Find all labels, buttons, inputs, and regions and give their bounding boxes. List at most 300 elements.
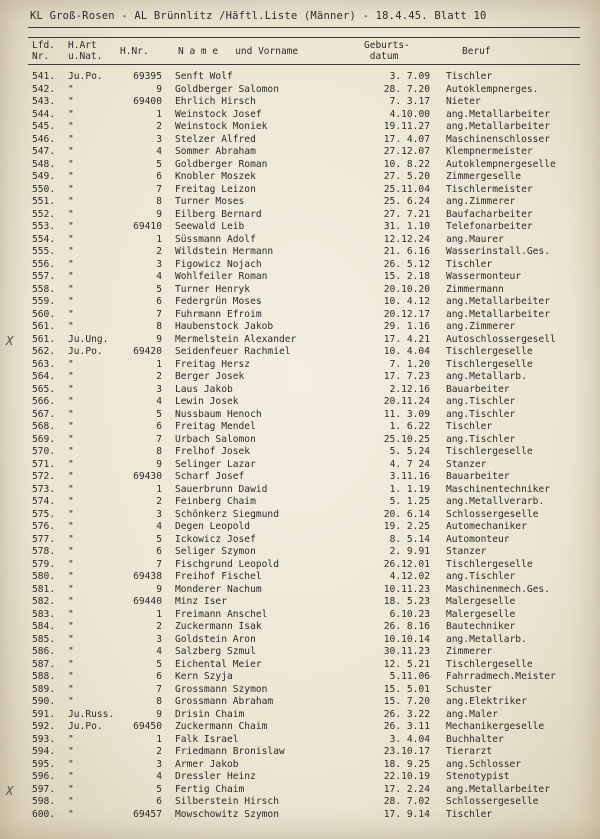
- row-prisoner-number: 9: [156, 208, 162, 220]
- row-category: ": [68, 258, 74, 270]
- row-name: Dressler Heinz: [175, 771, 256, 782]
- margin-mark: X: [6, 334, 14, 348]
- row-prisoner-number: 6: [156, 421, 162, 432]
- row-category: ": [68, 133, 74, 145]
- table-row: [0, 609, 600, 622]
- row-occupation: Bautechniker: [446, 621, 516, 632]
- row-name: Drisin Chaim: [175, 708, 245, 720]
- row-prisoner-number: 9: [156, 83, 162, 95]
- row-occupation: Tischler: [446, 258, 493, 270]
- row-category: ": [68, 171, 74, 182]
- row-category: ": [68, 758, 74, 770]
- row-category: ": [68, 608, 74, 620]
- row-prisoner-number: 2: [156, 496, 162, 507]
- row-prisoner-number: 6: [156, 671, 162, 682]
- row-birth-date: 4.10.00: [389, 108, 430, 120]
- row-name: Urbach Salomon: [175, 433, 256, 445]
- table-row: [0, 384, 600, 397]
- row-prisoner-number: 7: [156, 433, 162, 445]
- row-category: Ju.Po.: [68, 346, 103, 357]
- row-occupation: Schlossergeselle: [446, 508, 539, 520]
- row-name: Stelzer Alfred: [175, 133, 256, 145]
- row-name: Feinberg Chaim: [175, 496, 256, 507]
- row-occupation: Tischlergeselle: [446, 658, 533, 670]
- row-occupation: Maschinenschlosser: [446, 133, 550, 145]
- row-prisoner-number: 69457: [133, 808, 162, 820]
- row-number: 589.: [32, 683, 56, 695]
- column-header-date: Geburts- datum: [364, 40, 410, 62]
- row-occupation: Stanzer: [446, 458, 487, 470]
- row-birth-date: 8. 5.14: [389, 533, 430, 545]
- row-name: Haubenstock Jakob: [175, 321, 274, 332]
- column-header-name: N a m e und Vorname: [178, 46, 299, 57]
- row-category: ": [68, 208, 74, 220]
- column-header-art: H.Art u.Nat.: [68, 40, 103, 62]
- row-category: ": [68, 571, 74, 582]
- row-number: 550.: [32, 183, 56, 195]
- row-category: ": [68, 121, 74, 132]
- row-number: 563.: [32, 358, 56, 370]
- row-number: 573.: [32, 483, 56, 495]
- row-prisoner-number: 3: [156, 258, 162, 270]
- row-category: ": [68, 796, 74, 807]
- row-prisoner-number: 2: [156, 746, 162, 757]
- row-occupation: ang.Metallarbeiter: [446, 121, 550, 132]
- row-number: 562.: [32, 346, 56, 357]
- row-birth-date: 26. 8.16: [383, 621, 430, 632]
- table-row: [0, 371, 600, 384]
- row-prisoner-number: 8: [156, 696, 162, 707]
- row-birth-date: 27. 7.21: [383, 208, 430, 220]
- row-category: ": [68, 296, 74, 307]
- row-category: ": [68, 546, 74, 557]
- row-birth-date: 15. 5.01: [383, 683, 430, 695]
- row-number: 566.: [32, 396, 56, 407]
- row-occupation: Tierarzt: [446, 746, 493, 757]
- row-name: Fertig Chaim: [175, 783, 245, 795]
- row-prisoner-number: 5: [156, 658, 162, 670]
- row-birth-date: 2. 9.91: [389, 546, 430, 557]
- row-prisoner-number: 2: [156, 246, 162, 257]
- row-category: ": [68, 96, 74, 107]
- row-name: Nussbaum Henoch: [175, 408, 262, 420]
- row-birth-date: 5.11.06: [389, 671, 430, 682]
- row-name: Seewald Leib: [175, 221, 245, 232]
- row-category: ": [68, 783, 74, 795]
- table-row: [0, 471, 600, 484]
- row-birth-date: 27. 5.20: [383, 171, 430, 182]
- row-birth-date: 3.11.16: [389, 471, 430, 482]
- prisoner-list: [0, 71, 600, 821]
- row-name: Senft Wolf: [175, 71, 233, 82]
- row-name: Scharf Josef: [175, 471, 245, 482]
- row-name: Mowschowitz Szymon: [175, 808, 279, 820]
- row-prisoner-number: 2: [156, 121, 162, 132]
- row-birth-date: 18. 9.25: [383, 758, 430, 770]
- row-category: ": [68, 596, 74, 607]
- row-occupation: Stanzer: [446, 546, 487, 557]
- row-prisoner-number: 4: [156, 271, 162, 282]
- row-name: Monderer Nachum: [175, 583, 262, 595]
- row-prisoner-number: 69420: [133, 346, 162, 357]
- table-row: [0, 146, 600, 159]
- row-number: 553.: [32, 221, 56, 232]
- row-prisoner-number: 9: [156, 458, 162, 470]
- row-prisoner-number: 1: [156, 608, 162, 620]
- row-name: Minz Iser: [175, 596, 227, 607]
- row-prisoner-number: 3: [156, 633, 162, 645]
- row-prisoner-number: 6: [156, 296, 162, 307]
- row-number: 591.: [32, 708, 56, 720]
- row-prisoner-number: 9: [156, 708, 162, 720]
- row-number: 583.: [32, 608, 56, 620]
- row-prisoner-number: 5: [156, 783, 162, 795]
- row-name: Zuckermann Chaim: [175, 721, 268, 732]
- row-occupation: ang.Zimmerer: [446, 321, 516, 332]
- row-number: 590.: [32, 696, 56, 707]
- table-row: [0, 571, 600, 584]
- row-name: Silberstein Hirsch: [175, 796, 279, 807]
- table-row: [0, 621, 600, 634]
- row-birth-date: 5. 1.25: [389, 496, 430, 507]
- row-name: Laus Jakob: [175, 383, 233, 395]
- row-occupation: ang.Zimmerer: [446, 196, 516, 207]
- row-birth-date: 15. 2.18: [383, 271, 430, 282]
- row-number: 551.: [32, 196, 56, 207]
- table-row: [0, 171, 600, 184]
- table-row: [0, 434, 600, 447]
- row-number: 542.: [32, 83, 56, 95]
- row-name: Zuckermann Isak: [175, 621, 262, 632]
- row-prisoner-number: 8: [156, 321, 162, 332]
- row-birth-date: 7. 1.20: [389, 358, 430, 370]
- row-occupation: Malergeselle: [446, 608, 516, 620]
- row-category: ": [68, 196, 74, 207]
- table-row: [0, 784, 600, 797]
- row-category: ": [68, 383, 74, 395]
- row-prisoner-number: 5: [156, 533, 162, 545]
- row-birth-date: 27.12.07: [383, 146, 430, 157]
- row-prisoner-number: 69440: [133, 596, 162, 607]
- row-number: 576.: [32, 521, 56, 532]
- table-row: [0, 596, 600, 609]
- row-category: ": [68, 371, 74, 382]
- row-number: 564.: [32, 371, 56, 382]
- row-occupation: Schuster: [446, 683, 493, 695]
- table-row: [0, 771, 600, 784]
- row-occupation: Autoklempnerges.: [446, 83, 539, 95]
- row-birth-date: 29. 1.16: [383, 321, 430, 332]
- row-category: ": [68, 583, 74, 595]
- row-number: 561.: [32, 321, 56, 332]
- row-occupation: ang.Metallarbeiter: [446, 108, 550, 120]
- row-name: Seliger Szymon: [175, 546, 256, 557]
- row-occupation: Wasserinstall.Ges.: [446, 246, 550, 257]
- row-occupation: Maschinentechniker: [446, 483, 550, 495]
- row-birth-date: 31. 1.10: [383, 221, 430, 232]
- row-occupation: Tischlergeselle: [446, 558, 533, 570]
- row-number: 555.: [32, 246, 56, 257]
- row-occupation: Tischler: [446, 71, 493, 82]
- row-birth-date: 12. 5.21: [383, 658, 430, 670]
- row-birth-date: 18. 5.23: [383, 596, 430, 607]
- row-birth-date: 25. 6.24: [383, 196, 430, 207]
- row-occupation: Tischler: [446, 421, 493, 432]
- row-name: Süssmann Adolf: [175, 233, 256, 245]
- row-number: 593.: [32, 733, 56, 745]
- row-name: Salzberg Szmul: [175, 646, 256, 657]
- row-birth-date: 21. 6.16: [383, 246, 430, 257]
- row-category: ": [68, 283, 74, 295]
- row-name: Degen Leopold: [175, 521, 251, 532]
- row-name: Fischgrund Leopold: [175, 558, 279, 570]
- row-category: ": [68, 358, 74, 370]
- table-row: [0, 96, 600, 109]
- row-category: ": [68, 496, 74, 507]
- column-header-beruf: Beruf: [462, 46, 491, 57]
- table-row: [0, 396, 600, 409]
- row-occupation: Stenotypist: [446, 771, 510, 782]
- row-category: ": [68, 246, 74, 257]
- row-category: ": [68, 421, 74, 432]
- row-prisoner-number: 4: [156, 521, 162, 532]
- row-number: 546.: [32, 133, 56, 145]
- row-number: 594.: [32, 746, 56, 757]
- row-number: 556.: [32, 258, 56, 270]
- row-prisoner-number: 3: [156, 758, 162, 770]
- table-row: [0, 509, 600, 522]
- row-category: ": [68, 458, 74, 470]
- row-birth-date: 28. 7.20: [383, 83, 430, 95]
- header-bottom-rule: [28, 64, 580, 65]
- row-category: ": [68, 733, 74, 745]
- row-birth-date: 2.12.16: [389, 383, 430, 395]
- table-row: [0, 646, 600, 659]
- row-name: Grossmann Szymon: [175, 683, 268, 695]
- table-row: [0, 721, 600, 734]
- row-number: 597.: [32, 783, 56, 795]
- row-birth-date: 17. 4.21: [383, 333, 430, 345]
- row-occupation: Zimmergeselle: [446, 171, 522, 182]
- row-name: Sommer Abraham: [175, 146, 256, 157]
- row-birth-date: 17. 9.14: [383, 808, 430, 820]
- row-birth-date: 15. 7.20: [383, 696, 430, 707]
- row-prisoner-number: 4: [156, 146, 162, 157]
- row-name: Seidenfeuer Rachmiel: [175, 346, 291, 357]
- row-category: ": [68, 658, 74, 670]
- table-row: [0, 121, 600, 134]
- row-category: ": [68, 471, 74, 482]
- row-category: ": [68, 508, 74, 520]
- row-birth-date: 3. 7.09: [389, 71, 430, 82]
- row-number: 588.: [32, 671, 56, 682]
- row-number: 571.: [32, 458, 56, 470]
- row-category: Ju.Ung.: [68, 333, 109, 345]
- row-birth-date: 19.11.27: [383, 121, 430, 132]
- table-row: [0, 559, 600, 572]
- row-occupation: Bauarbeiter: [446, 383, 510, 395]
- row-category: ": [68, 308, 74, 320]
- row-category: ": [68, 408, 74, 420]
- row-occupation: Zimmermann: [446, 283, 504, 295]
- table-row: [0, 796, 600, 809]
- row-birth-date: 25.11.04: [383, 183, 430, 195]
- row-number: 579.: [32, 558, 56, 570]
- row-occupation: Buchhalter: [446, 733, 504, 745]
- row-prisoner-number: 8: [156, 446, 162, 457]
- row-birth-date: 4.12.02: [389, 571, 430, 582]
- table-row: [0, 696, 600, 709]
- row-prisoner-number: 1: [156, 358, 162, 370]
- row-prisoner-number: 2: [156, 621, 162, 632]
- table-row: [0, 159, 600, 172]
- row-category: ": [68, 771, 74, 782]
- row-occupation: Tischlermeister: [446, 183, 533, 195]
- table-row: [0, 359, 600, 372]
- row-number: 545.: [32, 121, 56, 132]
- table-row: [0, 71, 600, 84]
- table-row: [0, 321, 600, 334]
- row-number: 592.: [32, 721, 56, 732]
- row-occupation: ang.Metallarbeiter: [446, 308, 550, 320]
- row-category: ": [68, 83, 74, 95]
- row-birth-date: 3. 4.04: [389, 733, 430, 745]
- row-birth-date: 6.10.23: [389, 608, 430, 620]
- row-name: Schönkerz Siegmund: [175, 508, 279, 520]
- row-prisoner-number: 1: [156, 233, 162, 245]
- row-birth-date: 28. 7.02: [383, 796, 430, 807]
- row-category: ": [68, 433, 74, 445]
- row-number: 565.: [32, 383, 56, 395]
- row-prisoner-number: 7: [156, 183, 162, 195]
- row-birth-date: 25.10.25: [383, 433, 430, 445]
- row-number: 568.: [32, 421, 56, 432]
- row-name: Ehrlich Hirsch: [175, 96, 256, 107]
- row-prisoner-number: 3: [156, 133, 162, 145]
- row-birth-date: 20.10.20: [383, 283, 430, 295]
- row-birth-date: 1. 6.22: [389, 421, 430, 432]
- row-name: Weinstock Moniek: [175, 121, 268, 132]
- row-birth-date: 11. 3.09: [383, 408, 430, 420]
- row-prisoner-number: 1: [156, 108, 162, 120]
- row-birth-date: 19. 2.25: [383, 521, 430, 532]
- row-name: Federgrün Moses: [175, 296, 262, 307]
- row-prisoner-number: 69438: [133, 571, 162, 582]
- row-number: 561.: [32, 333, 56, 345]
- row-number: 587.: [32, 658, 56, 670]
- row-birth-date: 20.11.24: [383, 396, 430, 407]
- row-name: Wohlfeiler Roman: [175, 271, 268, 282]
- row-number: 574.: [32, 496, 56, 507]
- document-title: KL Groß-Rosen - AL Brünnlitz /Häftl.Liste (Männer) - 18.4.45. Blatt 10: [30, 10, 487, 22]
- row-number: 598.: [32, 796, 56, 807]
- row-name: Freihof Fischel: [175, 571, 262, 582]
- row-number: 558.: [32, 283, 56, 295]
- row-birth-date: 26. 3.11: [383, 721, 430, 732]
- row-occupation: ang.Metallarb.: [446, 371, 527, 382]
- row-birth-date: 10. 4.12: [383, 296, 430, 307]
- margin-mark: X: [6, 784, 14, 798]
- row-category: ": [68, 396, 74, 407]
- table-row: [0, 209, 600, 222]
- row-prisoner-number: 5: [156, 408, 162, 420]
- table-row: [0, 709, 600, 722]
- row-name: Wildstein Hermann: [175, 246, 274, 257]
- row-name: Friedmann Bronislaw: [175, 746, 285, 757]
- row-name: Freitag Mendel: [175, 421, 256, 432]
- table-row: [0, 296, 600, 309]
- row-name: Armer Jakob: [175, 758, 239, 770]
- row-name: Goldstein Aron: [175, 633, 256, 645]
- row-number: 557.: [32, 271, 56, 282]
- row-number: 570.: [32, 446, 56, 457]
- row-prisoner-number: 9: [156, 333, 162, 345]
- row-number: 578.: [32, 546, 56, 557]
- row-birth-date: 4. 7 24: [389, 458, 430, 470]
- row-name: Selinger Lazar: [175, 458, 256, 470]
- row-number: 575.: [32, 508, 56, 520]
- table-row: [0, 484, 600, 497]
- row-number: 549.: [32, 171, 56, 182]
- row-occupation: Zimmerer: [446, 646, 493, 657]
- row-category: ": [68, 271, 74, 282]
- row-birth-date: 26.12.01: [383, 558, 430, 570]
- row-birth-date: 10. 8.22: [383, 158, 430, 170]
- row-category: Ju.Po.: [68, 721, 103, 732]
- row-number: 596.: [32, 771, 56, 782]
- row-occupation: Klempnermeister: [446, 146, 533, 157]
- row-number: 577.: [32, 533, 56, 545]
- row-prisoner-number: 3: [156, 383, 162, 395]
- table-row: [0, 334, 600, 347]
- table-row: [0, 496, 600, 509]
- row-category: ": [68, 621, 74, 632]
- row-occupation: ang.Elektriker: [446, 696, 527, 707]
- row-category: ": [68, 521, 74, 532]
- row-category: ": [68, 233, 74, 245]
- row-name: Falk Israel: [175, 733, 239, 745]
- row-prisoner-number: 9: [156, 583, 162, 595]
- row-occupation: ang.Metallarbeiter: [446, 296, 550, 307]
- row-category: ": [68, 533, 74, 545]
- row-number: 547.: [32, 146, 56, 157]
- row-number: 552.: [32, 208, 56, 220]
- row-prisoner-number: 6: [156, 171, 162, 182]
- table-row: [0, 409, 600, 422]
- row-prisoner-number: 5: [156, 283, 162, 295]
- row-birth-date: 23.10.17: [383, 746, 430, 757]
- table-row: [0, 534, 600, 547]
- row-birth-date: 20. 6.14: [383, 508, 430, 520]
- row-name: Grossmann Abraham: [175, 696, 274, 707]
- row-category: ": [68, 808, 74, 820]
- row-category: ": [68, 633, 74, 645]
- row-occupation: ang.Tischler: [446, 571, 516, 582]
- table-row: [0, 459, 600, 472]
- row-name: Goldberger Roman: [175, 158, 268, 170]
- row-birth-date: 12.12.24: [383, 233, 430, 245]
- row-name: Turner Moses: [175, 196, 245, 207]
- row-category: ": [68, 558, 74, 570]
- row-name: Freitag Hersz: [175, 358, 251, 370]
- column-header-hnr: H.Nr.: [120, 46, 149, 57]
- row-name: Weinstock Josef: [175, 108, 262, 120]
- row-birth-date: 10.10.14: [383, 633, 430, 645]
- row-name: Eilberg Bernard: [175, 208, 262, 220]
- row-occupation: Mechanikergeselle: [446, 721, 545, 732]
- table-row: [0, 109, 600, 122]
- row-occupation: Schlossergeselle: [446, 796, 539, 807]
